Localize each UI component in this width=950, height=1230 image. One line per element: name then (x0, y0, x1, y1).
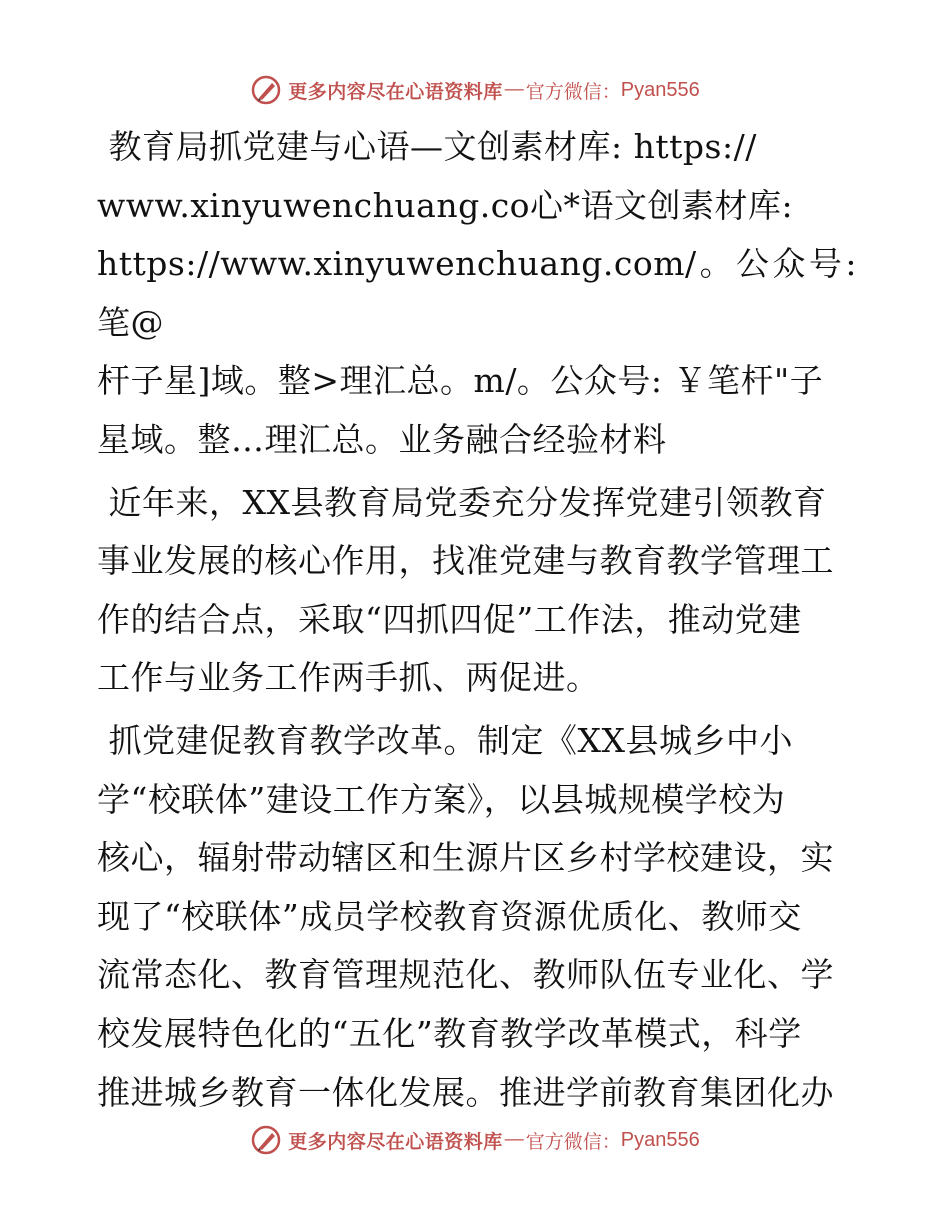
footer-banner-dash: — (504, 1129, 524, 1150)
document-body (97, 118, 857, 1112)
header-wechat-id: Pyan556 (620, 78, 700, 101)
footer-banner (0, 1120, 950, 1160)
pen-logo-icon (250, 1124, 282, 1156)
footer-wechat-label: 官方微信： (525, 1130, 621, 1153)
paragraph-intro: 近年来，XX县教育局党委充分发挥党建引领教育 事业发展的核心作用，找准党建与教育教学管理工 作的结合点，采取“四抓四促”工作法，推动党建 工作与业务工作两手抓、两促进。 (97, 482, 834, 698)
header-banner-text: 更多内容尽在心语资料库 (288, 80, 503, 103)
paragraph-reform: 抓党建促教育教学改革。制定《XX县城乡中小 学“校联体”建设工作方案》，以县城规模学校为 核心，辐射带动辖区和生源片区乡村学校建设，实 现了“校联体”成员学校教育资源优质化、教师交 流常态化、教育管理规范化、教师队伍专业化、学 校发展特色化的“五化”教育教学改革模式，科学 推进城乡教育一体化发展。推进学前教育集团化办 (97, 720, 834, 1112)
pen-logo-icon (250, 74, 282, 106)
header-wechat-label: 官方微信： (525, 80, 621, 103)
footer-banner-inner (250, 1124, 700, 1156)
header-banner-dash: — (504, 79, 524, 100)
footer-banner-text: 更多内容尽在心语资料库 (288, 1130, 503, 1153)
header-banner (0, 70, 950, 110)
header-banner-inner (250, 74, 700, 106)
paragraph-title: 教育局抓党建与心语—文创素材库: https:// www.xinyuwenchuang.co心*语文创素材库: https://www.xinyuwenchuang.com/。公众号: 笔@ 杆子星]域。整>理汇总。m/。公众号: ￥笔杆"子 星域。整…理汇总。业务融合经验材料 (97, 127, 857, 459)
footer-wechat-id: Pyan556 (620, 1128, 700, 1151)
